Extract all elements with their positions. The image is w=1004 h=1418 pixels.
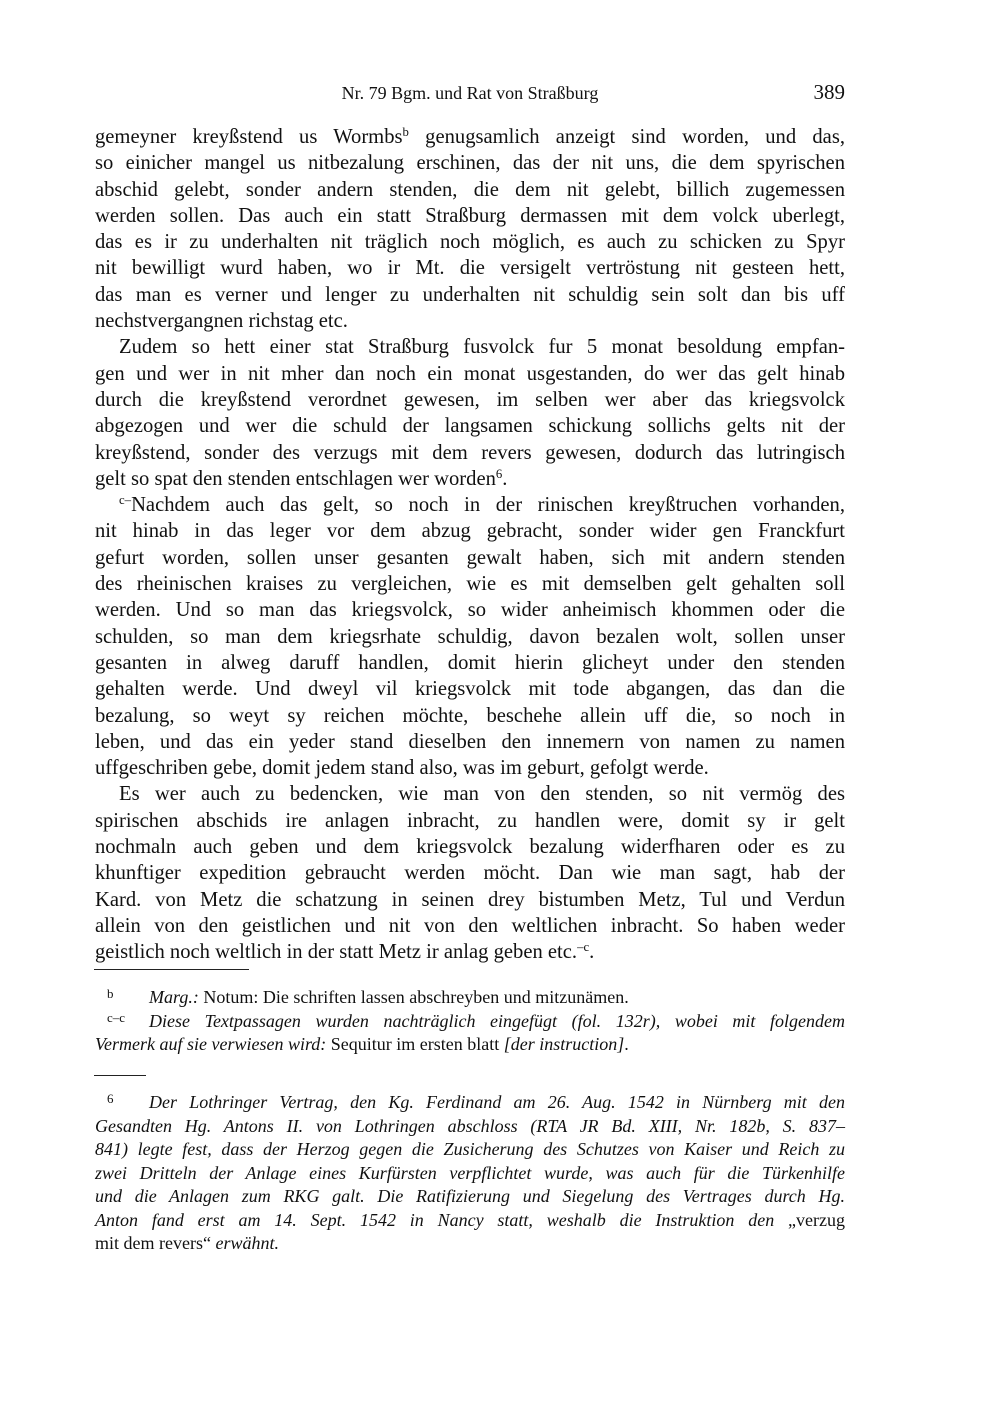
text-run: Der Lothringer Vertrag, den Kg. Ferdinand am 26. Aug. 1542 in Nürnberg mit den [149, 1092, 845, 1112]
text-run: Diese Textpassagen wurden nachträglich eingefügt (fol. 132r), wobei mit folgendem [149, 1010, 845, 1031]
text-run: Notum: Die schriften lassen abschreyben und mitzunämen. [198, 987, 629, 1007]
note-reference: –c [577, 940, 590, 955]
footnote-line [95, 1138, 845, 1162]
text-run: spirischen abschids ire anlagen inbracht, zu handlen were, domit sy ir gelt [95, 809, 845, 832]
footnote-line: c–c Diese Textpassagen wurden nachträglich eingefügt (fol. 132r), wobei mit folgendem [107, 1009, 845, 1031]
text-run: gemeyner kreyßstend us Wormbs [95, 126, 403, 148]
text-run: bezalung, so weyt sy reichen möchte, beschehe allein uff die, so noch in [95, 704, 845, 727]
text-line [95, 939, 845, 965]
text-run: khunftiger expedition gebraucht werden möcht. Dan wie man sagt, hab der [95, 862, 845, 885]
footnote-line [95, 1185, 845, 1209]
text-line [95, 255, 845, 281]
text-run: „verzug [788, 1209, 845, 1230]
text-line [95, 177, 845, 203]
text-run: zwei Dritteln der Anlage eines Kurfürsten verpflichtet wurde, was auch für die Türkenhilfe [95, 1162, 845, 1183]
text-run: abschid gelebt, sonder andern stenden, die dem nit gelebt, billich zugemessen [95, 178, 845, 201]
text-run: nit bewilligt wurd haben, wo ir Mt. die versigelt vertröstung nit gesteen hett, [95, 257, 845, 280]
footnote-line: 6 Der Lothringer Vertrag, den Kg. Ferdinand am 26. Aug. 1542 in Nürnberg mit den [107, 1091, 845, 1112]
text-line [95, 361, 845, 387]
text-line [95, 124, 845, 150]
text-run: Kard. von Metz die schatzung in seinen drey bistumben Metz, Tul und Verdun [95, 888, 845, 911]
text-run: uffgeschriben gebe, domit jedem stand also, was im geburt, gefolgt werde. [95, 757, 709, 780]
footnote-line [95, 1232, 845, 1256]
text-line [95, 440, 845, 466]
text-run: leben, und das ein yeder stand dieselben den innemern von namen zu namen [95, 730, 845, 753]
text-run: Nachdem auch das gelt, so noch in der rinischen kreyßtruchen vorhanden, [131, 494, 845, 517]
footnote-divider-factual [94, 1075, 146, 1076]
text-run: Es wer auch zu bedencken, wie man von den stenden, so nit vermög des [119, 783, 845, 806]
text-line [95, 466, 845, 492]
text-line [95, 545, 845, 571]
text-line [95, 781, 845, 807]
text-run: 841) legte fest, dass der Herzog gegen die Zusicherung des Schutzes von Kaiser und Reich zu [95, 1139, 845, 1159]
text-run: mit dem revers“ [95, 1233, 216, 1253]
text-run: Zudem so hett einer stat Straßburg fusvolck fur 5 monat besoldung empfan- [119, 336, 845, 359]
text-run: nochmaln auch geben und dem kriegsvolck bezalung widerfharen oder es zu [95, 836, 845, 859]
text-run: Sequitur im ersten blatt [326, 1034, 504, 1054]
text-line [95, 150, 845, 176]
text-run: durch die kreyßstend verordnet gewesen, im selben wer aber das kriegsvolck [95, 388, 845, 411]
text-run: das es ir zu underhalten nit träglich noch möglich, es auch zu schicken zu Spyr [95, 231, 845, 254]
text-line [95, 282, 845, 308]
note-reference: 6 [495, 466, 503, 481]
footnote-line [95, 1115, 845, 1139]
text-run: . [624, 1034, 629, 1054]
note-reference: c– [119, 493, 132, 508]
text-line [95, 729, 845, 755]
text-line [95, 913, 845, 939]
factual-notes [95, 1091, 845, 1256]
text-run: . [502, 467, 508, 490]
footnote-divider-textual [94, 969, 249, 970]
text-run: nechstvergangnen richstag etc. [95, 310, 348, 333]
text-run: werden sollen. Das auch ein statt Straßburg dermassen mit dem volck uberlegt, [95, 204, 845, 227]
footnote-line [95, 1033, 845, 1057]
text-run: . [589, 941, 595, 964]
text-run: und die Anlagen zum RKG galt. Die Ratifizierung und Siegelung des Vertrages durch Hg. [95, 1186, 845, 1206]
text-line [95, 755, 845, 781]
text-line [95, 413, 845, 439]
text-line [95, 308, 845, 334]
textual-notes [95, 986, 845, 1057]
text-line [95, 571, 845, 597]
text-run: werden. Und so man das kriegsvolck, so wider anheimisch khommen oder die [95, 599, 845, 622]
text-line [95, 203, 845, 229]
text-line [95, 703, 845, 729]
text-run: erwähnt. [215, 1233, 279, 1253]
text-run: gefurt worden, sollen unser gesanten gewalt haben, sich mit andern stenden [95, 546, 845, 569]
text-line [95, 650, 845, 676]
text-line [95, 808, 845, 834]
main-text [95, 124, 845, 966]
footnote-line [95, 1162, 845, 1186]
text-run: Anton fand erst am 14. Sept. 1542 in Nancy statt, weshalb die Instruktion den [95, 1209, 789, 1230]
text-run: genugsamlich anzeigt sind worden, und das, [408, 126, 845, 148]
text-line [95, 834, 845, 860]
note-reference: b [402, 124, 409, 139]
text-run: gelt so spat den stenden entschlagen wer worden [95, 467, 496, 490]
text-run: nit hinab in das leger vor dem abzug gebracht, sonder wider gen Franckfurt [95, 520, 845, 543]
text-run: schulden, so man dem kriegsrhate schuldig, davon bezalen wolt, sollen unser [95, 625, 845, 648]
footnote-line [95, 1209, 845, 1233]
running-title: Nr. 79 Bgm. und Rat von Straßburg [341, 83, 599, 103]
text-line [95, 624, 845, 650]
text-line [95, 492, 845, 518]
text-run: Vermerk auf sie verwiesen wird: [95, 1034, 327, 1054]
page-number: 389 [813, 80, 845, 104]
text-line [95, 518, 845, 544]
text-line [95, 676, 845, 702]
text-line [95, 887, 845, 913]
text-run: gen und wer in nit mher dan noch ein monat usgestanden, do wer das gelt hinab [95, 362, 845, 385]
text-run: des rheinischen kraises zu vergleichen, wie es mit demselben gelt gehalten soll [95, 573, 845, 596]
text-run: das man es verner und lenger zu underhalten nit schuldig sein solt dan bis uff [95, 283, 845, 306]
text-run: allein von den geistlichen und nit von den weltlichen inbracht. So haben weder [95, 914, 845, 937]
text-run: kreyßstend, sonder des verzugs mit dem revers gewesen, dodurch das lutringisch [95, 441, 845, 464]
text-line [95, 597, 845, 623]
text-run: [der instruction] [503, 1034, 625, 1054]
text-run: geistlich noch weltlich in der statt Metz ir anlag geben etc. [95, 941, 578, 964]
text-run: gehalten werde. Und dweyl vil kriegsvolck mit tode abgangen, das dan die [95, 678, 845, 701]
text-run: Gesandten Hg. Antons II. von Lothringen abschloss (RTA JR Bd. XIII, Nr. 182b, S. 837– [95, 1115, 845, 1136]
text-run: so einicher mangel us nitbezalung erschinen, das der nit uns, die dem spyrischen [95, 152, 845, 175]
text-run: gesanten in alweg daruff handlen, domit hierin glicheyt under den stenden [95, 651, 845, 674]
footnote-line: b Marg.: Notum: Die schriften lassen abschreyben und mitzunämen. [107, 986, 629, 1007]
text-line [95, 334, 845, 360]
text-line [95, 387, 845, 413]
text-line [95, 229, 845, 255]
text-line [95, 860, 845, 886]
text-run: abgezogen und wer die schuld der langsamen schickung sollichs gelts nit der [95, 415, 845, 438]
running-header [95, 80, 845, 108]
text-run: Marg.: [149, 987, 199, 1007]
